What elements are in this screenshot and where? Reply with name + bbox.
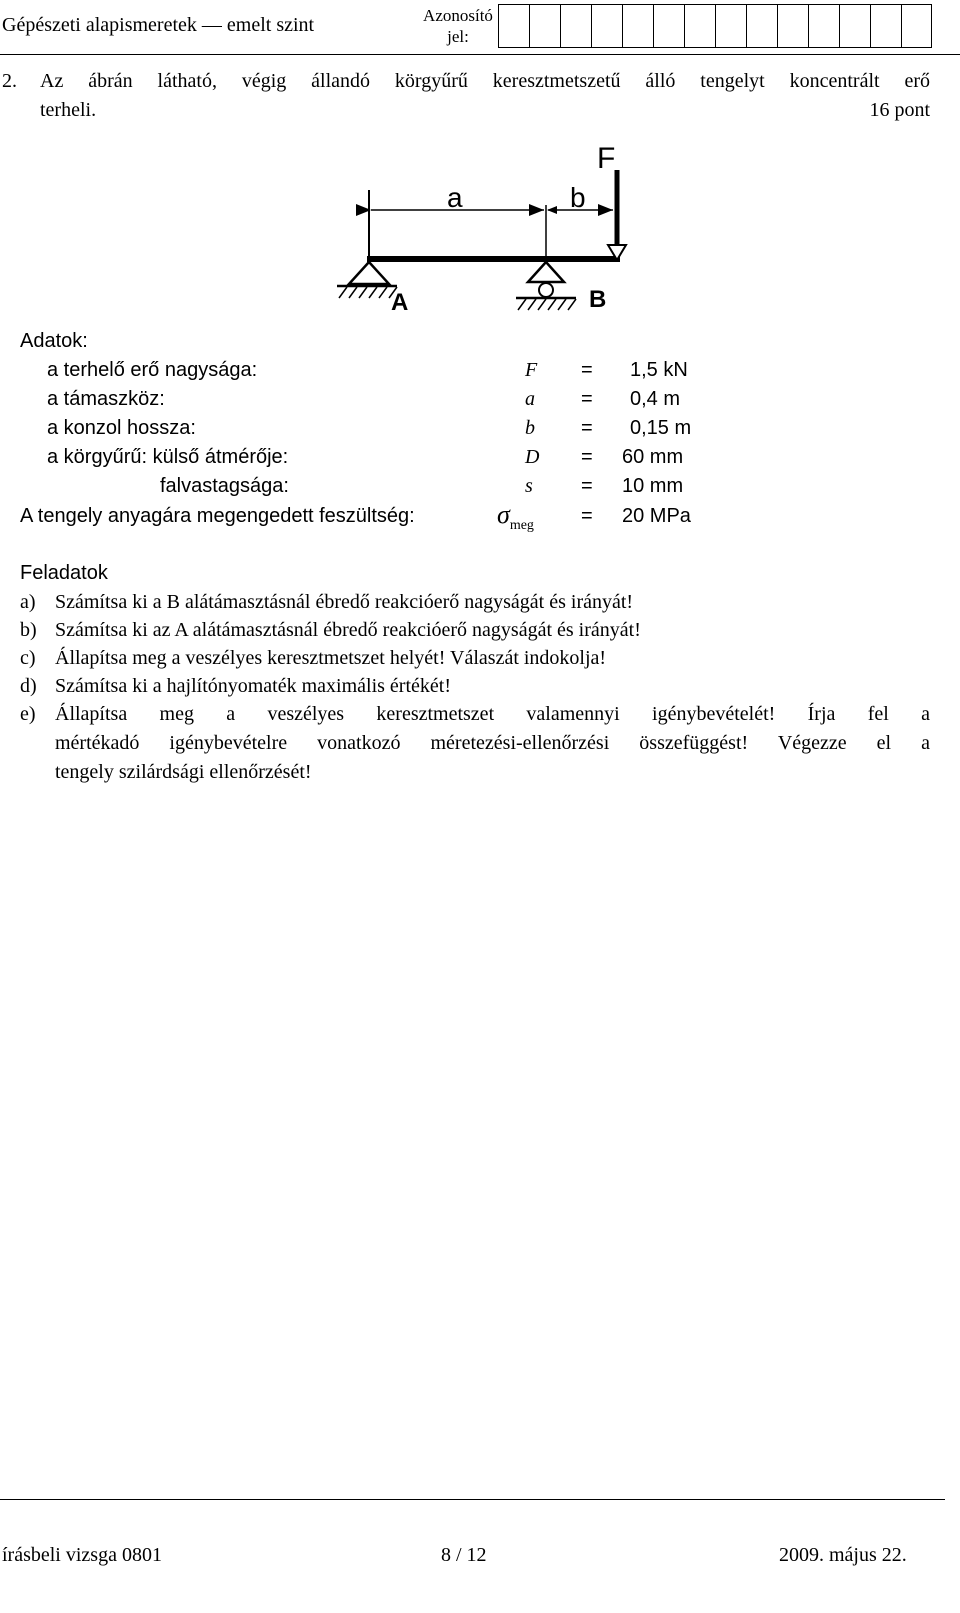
question-text-line1: Az ábrán látható, végig állandó körgyűrű keresztmetszetű álló tengelyt koncentrált erő [40, 70, 930, 92]
data-label: a terhelő erő nagysága: [47, 359, 258, 381]
support-A [349, 262, 389, 284]
task-letter: a) [20, 591, 36, 613]
question-number: 2. [2, 70, 17, 92]
data-label: falvastagsága: [160, 475, 289, 497]
data-row [0, 446, 960, 475]
footer-date: 2009. május 22. [779, 1544, 907, 1566]
data-row [0, 475, 960, 504]
beam-figure [325, 130, 635, 320]
data-row [0, 417, 960, 446]
label-a: a [447, 182, 463, 213]
data-value: 20 MPa [622, 505, 691, 527]
task-text: Állapítsa meg a veszélyes keresztmetszet helyét! Válaszát indokolja! [55, 647, 607, 669]
task-text-line3: tengely szilárdsági ellenőrzését! [55, 761, 312, 783]
data-symbol: a [525, 388, 535, 410]
data-eq: = [581, 359, 593, 381]
id-boxes [498, 4, 932, 48]
data-value: 1,5 kN [630, 359, 688, 381]
id-box[interactable] [715, 4, 746, 48]
id-box[interactable] [839, 4, 870, 48]
footer-left: írásbeli vizsga 0801 [2, 1544, 162, 1566]
data-row-sigma [0, 502, 960, 538]
support-B-hatch [518, 299, 576, 310]
data-symbol: F [525, 359, 538, 381]
task-letter: e) [20, 703, 36, 725]
task-text: Számítsa ki a hajlítónyomaték maximális értékét! [55, 675, 451, 697]
support-A-hatch [339, 287, 397, 298]
label-B: B [589, 286, 607, 313]
id-box[interactable] [529, 4, 560, 48]
id-box[interactable] [622, 4, 653, 48]
id-label-line1: Azonosító [423, 6, 493, 25]
data-symbol: D [525, 446, 540, 468]
footer-rule [0, 1499, 945, 1500]
task-text: Számítsa ki az A alátámasztásnál ébredő reakcióerő nagyságát és irányát! [55, 619, 641, 641]
tasks-heading: Feladatok [20, 562, 108, 584]
task-letter: d) [20, 675, 37, 697]
dimension-arrow-b-left [547, 206, 557, 214]
task-text: Számítsa ki a B alátámasztásnál ébredő reakcióerő nagyságát és irányát! [55, 591, 634, 613]
data-eq: = [581, 417, 593, 439]
data-eq: = [581, 475, 593, 497]
id-box[interactable] [653, 4, 684, 48]
data-eq: = [581, 388, 593, 410]
id-label-line2: jel: [447, 27, 469, 46]
id-box[interactable] [498, 4, 529, 48]
question-text-line2: terheli. [40, 99, 97, 121]
data-symbol: s [525, 475, 533, 497]
data-value: 10 mm [622, 475, 684, 497]
data-value: 60 mm [622, 446, 684, 468]
label-F: F [597, 142, 616, 175]
header-rule [0, 54, 960, 55]
tasks-block [0, 559, 960, 799]
data-eq: = [581, 505, 593, 527]
data-symbol: b [525, 417, 535, 439]
sigma-symbol: σ [497, 500, 510, 529]
support-B-roller [539, 283, 553, 297]
id-box[interactable] [591, 4, 622, 48]
label-A: A [391, 289, 409, 316]
data-row [0, 388, 960, 417]
support-B [528, 262, 564, 282]
id-box[interactable] [901, 4, 932, 48]
data-row [0, 359, 960, 388]
label-b: b [570, 182, 586, 213]
task-text-line2: mértékadó igénybevételre vonatkozó méretezési-ellenőrzési összefüggést! Végezze el a [55, 732, 930, 754]
id-box[interactable] [808, 4, 839, 48]
data-value: 0,15 m [630, 417, 692, 439]
id-label [423, 5, 493, 47]
task-text-line1: Állapítsa meg a veszélyes keresztmetszet valamennyi igénybevételét! Írja fel a [55, 703, 930, 725]
footer-page: 8 / 12 [441, 1544, 487, 1566]
data-label: a körgyűrű: külső átmérője: [47, 446, 289, 468]
header-title: Gépészeti alapismeretek — emelt szint [2, 14, 315, 36]
sigma-subscript: meg [509, 518, 534, 533]
data-label: A tengely anyagára megengedett feszültség: [20, 505, 415, 527]
id-box[interactable] [870, 4, 901, 48]
id-box[interactable] [777, 4, 808, 48]
question-points: 16 pont [869, 99, 930, 121]
id-box[interactable] [746, 4, 777, 48]
data-block [0, 330, 960, 540]
task-letter: c) [20, 647, 36, 669]
data-label: a konzol hossza: [47, 417, 196, 439]
data-eq: = [581, 446, 593, 468]
data-value: 0,4 m [630, 388, 681, 410]
task-letter: b) [20, 619, 37, 641]
data-label: a támaszköz: [47, 388, 165, 410]
sigma-symbol-group [497, 500, 534, 534]
data-heading: Adatok: [20, 330, 88, 352]
beam [367, 256, 620, 262]
id-box[interactable] [684, 4, 715, 48]
id-box[interactable] [560, 4, 591, 48]
